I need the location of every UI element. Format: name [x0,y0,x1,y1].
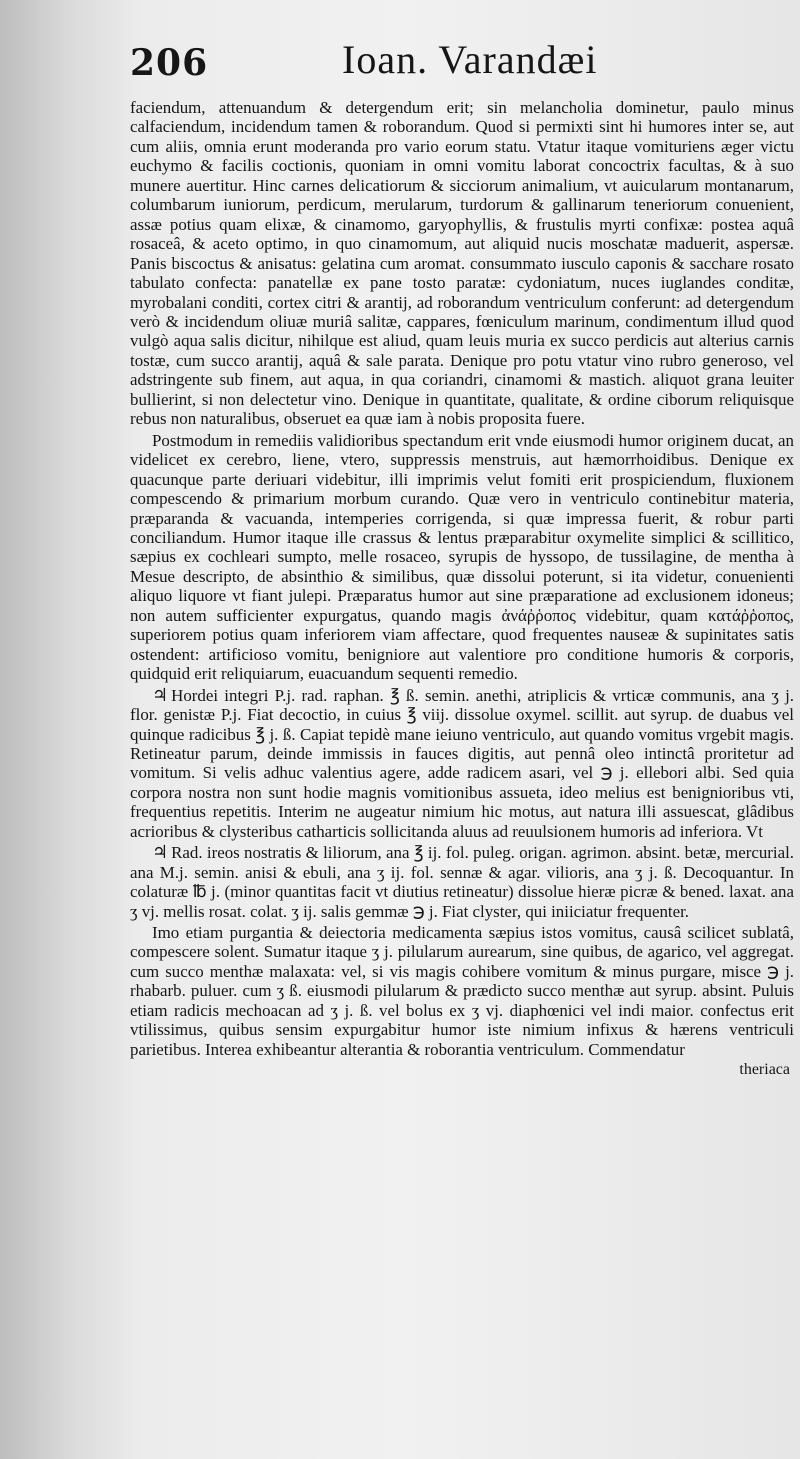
page-number: 206 [130,42,209,84]
recipe-2 [130,843,794,921]
recipe-symbol-icon: ♃ [152,842,169,863]
paragraph-2 [130,431,794,684]
page-header [130,36,794,98]
body-text [130,98,794,1059]
recipe-1-text: Hordei integri P.j. rad. raphan. ℥ ß. semin. anethi, atriplicis & vrticæ communis, ana ʒ j. flor. genistæ P.j. Fiat decoctio, in cuius ℥ viij. dissolue oxymel. scillit. aut syrup. de duabus vel quinque radicibus ℥ j. ß. Capiat tepidè mane ieiuno ventriculo, aut quando vomitus vrgebit magis. Retineatur parum, deinde immissis in fauces digitis, aut pennâ oleo intinctâ proritetur ad vomitum. Si velis adhuc valentius agere, adde radicem asari, vel ℈ j. ellebori albi. Sed quia corpora nostra non sunt hodie magnis vomitionibus assueta, ideo melius est benignioribus vti, frequentius repetitis. Interim ne augeatur nimium hic motus, aut natura illi assuescat, glâdibus acrioribus & clysteribus catharticis sollicitanda aluus ad reuulsionem humoris ad inferiora. Vt [130,685,794,841]
recipe-symbol-icon: ♃ [152,684,169,705]
paragraph-1 [130,98,794,429]
running-head: Ioan. Varandæi [342,37,598,82]
recipe-1 [130,686,794,842]
paragraph-2-text: Postmodum in remediis validioribus spectandum erit vnde eiusmodi humor originem ducat, an videlicet ex cerebro, liene, vtero, suppressis menstruis, aut hæmorrhoidibus. Denique ex quacunque parte deriuari videbitur, illi imprimis velut fomiti erit prospiciendum, fluxionem compescendo & primarium morbum curando. Quæ vero in ventriculo continebitur materia, præparanda & vacuanda, intemperies corrigenda, si quæ impressa fuerit, & robur parti conciliandum. Humor itaque ille crassus & lentus præparabitur oxymelite simplici & scillitico, sæpius ex cochleari sumpto, melle rosaceo, syrupis de hyssopo, de tussilagine, de mentha à Mesue descripto, de absinthio & similibus, quæ dissolui poterunt, si ita videtur, conuenienti aliquo liquore vt fiant julepi. Præparatus humor aut sine præparatione ad exclusionem idoneus; non autem sufficienter expurgatus, quando magis ἀνάῤῥοπος videbitur, quam κατάῤῥοπος, superiorem potius quam inferiorem viam affectare, quod frequentes nauseæ & supinitates satis ostendent: artificioso vomitu, benigniore aut valentiore pro conditione humoris & corporis, quidquid erit reliquiarum, euacuandum sequenti remedio. [130,430,794,684]
recipe-2-text: Rad. ireos nostratis & liliorum, ana ℥ ij. fol. puleg. origan. agrimon. absint. betæ, mercurial. ana M.j. semin. anisi & ebuli, ana ʒ ij. fol. sennæ & agar. vilioris, ana ʒ j. ß. Decoquantur. In colaturæ ℔ j. (minor quantitas facit vt diutius retineatur) dissolue hieræ picræ & bened. laxat. ana ʒ vj. mellis rosat. colat. ʒ ij. salis gemmæ ℈ j. Fiat clyster, qui iniiciatur frequenter. [130,843,794,921]
paragraph-1-text: faciendum, attenuandum & detergendum erit; sin melancholia dominetur, paulo minus calfaciendum, incidendum tamen & roborandum. Quod si permixti sint hi humores inter se, aut cum aliis, omnia erunt moderanda pro vario eorum statu. Vtatur itaque vomituriens æger victu euchymo & facilis coctionis, quoniam in omni vomitu laborat concoctrix facultas, & à suo munere auertitur. Hinc carnes delicatiorum & sicciorum animalium, vt auicularum montanarum, columbarum iuniorum, perdicum, merularum, turdorum & gallinarum teneriorum conuenient, assæ potius quam elixæ, & cinamomo, garyophyllis, & frustulis myrti confixæ: postea aquâ rosaceâ, & aceto optimo, in quo cinamomum, aut aliquid nucis moschatæ maduerit, aspersæ. Panis biscoctus & anisatus: gelatina cum aromat. consummato iusculo caponis & sacchare rosato tabulato confecta: panatellæ ex pane tosto paratæ: cydoniatum, nuces iuglandes conditæ, myrobalani conditi, cortex citri & arantij, ad roborandum ventriculum conferunt: ad detergendum verò & incidendum oliuæ muriâ salitæ, cappares, fœniculum marinum, condimentum illud quod vulgò aqua salis dicitur, nihilque est aliud, quam leuis muria ex succo perdicis aut alterius carnis tostæ, cum succo arantij, aquâ & sale parata. Denique pro potu vtatur vino rubro generoso, vel adstringente sub finem, aut aqua, in qua coriandri, cinamomi & mastich. aliquot grana leuiter bullierint, si non delectetur vino. Denique in quantitate, qualitate, & ordine ciborum reliquisque rebus non naturalibus, obseruet ea quæ iam à nobis proposita fuere. [130,98,794,429]
paragraph-5-text: Imo etiam purgantia & deiectoria medicamenta sæpius istos vomitus, causâ scilicet sublatâ, compescere solent. Sumatur itaque ʒ j. pilularum aurearum, sine quibus, de agarico, vel aggregat. cum succo menthæ malaxata: vel, si vis magis cohibere vomitum & minus purgare, misce ℈ j. rhabarb. puluer. cum ʒ ß. eiusmodi pilularum & prædicto succo menthæ aut syrup. absint. Puluis etiam radicis mechoacan ad ʒ j. ß. vel bolus ex ʒ vj. diaphœnici vel indi maior. confectus erit vtilissimus, quibus sensim expurgabitur humor iste nimium infixus & hærens ventriculi parietibus. Interea exhibeantur alterantia & roborantia ventriculum. Commendatur [130,923,794,1059]
catchword: theriaca [739,1061,790,1079]
paragraph-5 [130,923,794,1059]
